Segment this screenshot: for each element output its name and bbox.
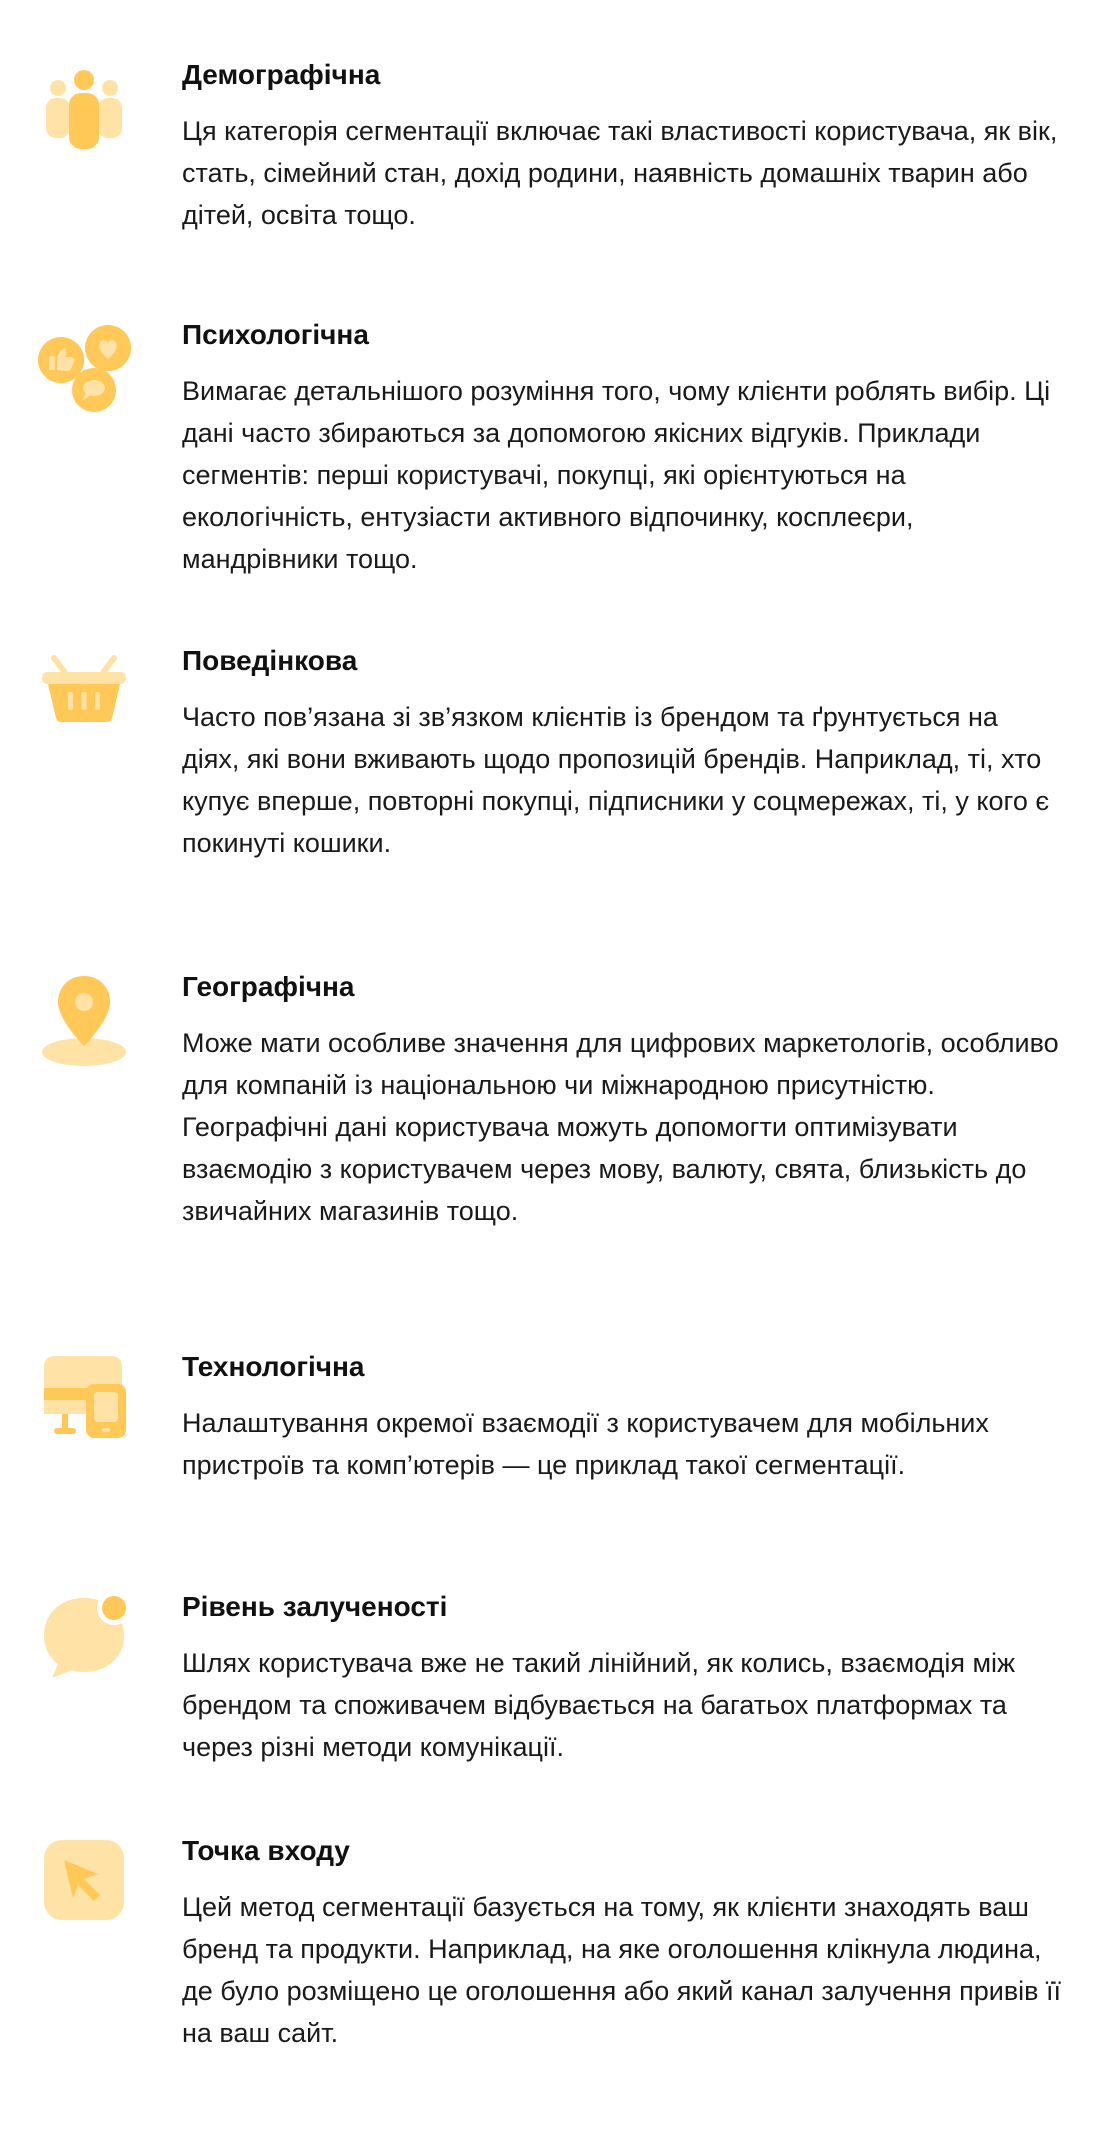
segment-title: Психологічна [182,319,369,350]
segment-title: Поведінкова [182,645,358,676]
segment-title: Технологічна [182,1351,365,1382]
segment-description: Вимагає детальнішого розуміння того, чому клієнти роблять вибір. Ці дані часто збираються за допомогою якісних відгуків. Приклади сегментів: перші користувачі, покупці, які орієнтуються на екологічність, ентузіасти активного відпочинку, косплеєри, мандрівники тощо. [182,376,1051,574]
segment-description: Налаштування окремої взаємодії з користувачем для мобільних пристроїв та комп’ютерів — це приклад такої сегментації. [182,1408,989,1480]
shopping-basket-icon [36,644,132,740]
segment-description: Шлях користувача вже не такий лінійний, як колись, взаємодія між брендом та споживачем відбувається на багатьох платформах та через різні методи комунікації. [182,1648,1016,1762]
notification-bubble-icon [36,1590,132,1686]
segment-title: Точка входу [182,1835,350,1866]
segment-description: Цей метод сегментації базується на тому, як клієнти знаходять ваш бренд та продукти. Наприклад, на яке оголошення клікнула людина, де було розміщено це оголошення або який канал залучення привів її на ваш сайт. [182,1892,1062,2048]
reactions-bubbles-icon [36,318,132,414]
devices-icon [36,1350,132,1446]
segment-description: Часто пов’язана зі зв’язком клієнтів із брендом та ґрунтується на діях, які вони вживають щодо пропозицій брендів. Наприклад, ті, хто купує вперше, повторні покупці, підписники у соцмережах, ті, у кого є покинуті кошики. [182,702,1050,858]
cursor-click-icon [36,1834,132,1930]
segment-title: Географічна [182,971,355,1002]
segment-title: Демографічна [182,59,381,90]
segment-description: Може мати особливе значення для цифрових маркетологів, особливо для компаній із національною чи міжнародною присутністю. Географічні дані користувача можуть допомогти оптимізувати взаємодію з користувачем через мову, валюту, свята, близькість до звичайних магазинів тощо. [182,1028,1059,1226]
segment-title: Рівень залученості [182,1591,448,1622]
location-pin-icon [36,970,132,1066]
people-group-icon [36,58,132,154]
segment-description: Ця категорія сегментації включає такі властивості користувача, як вік, стать, сімейний стан, дохід родини, наявність домашніх тварин або дітей, освіта тощо. [182,116,1058,230]
